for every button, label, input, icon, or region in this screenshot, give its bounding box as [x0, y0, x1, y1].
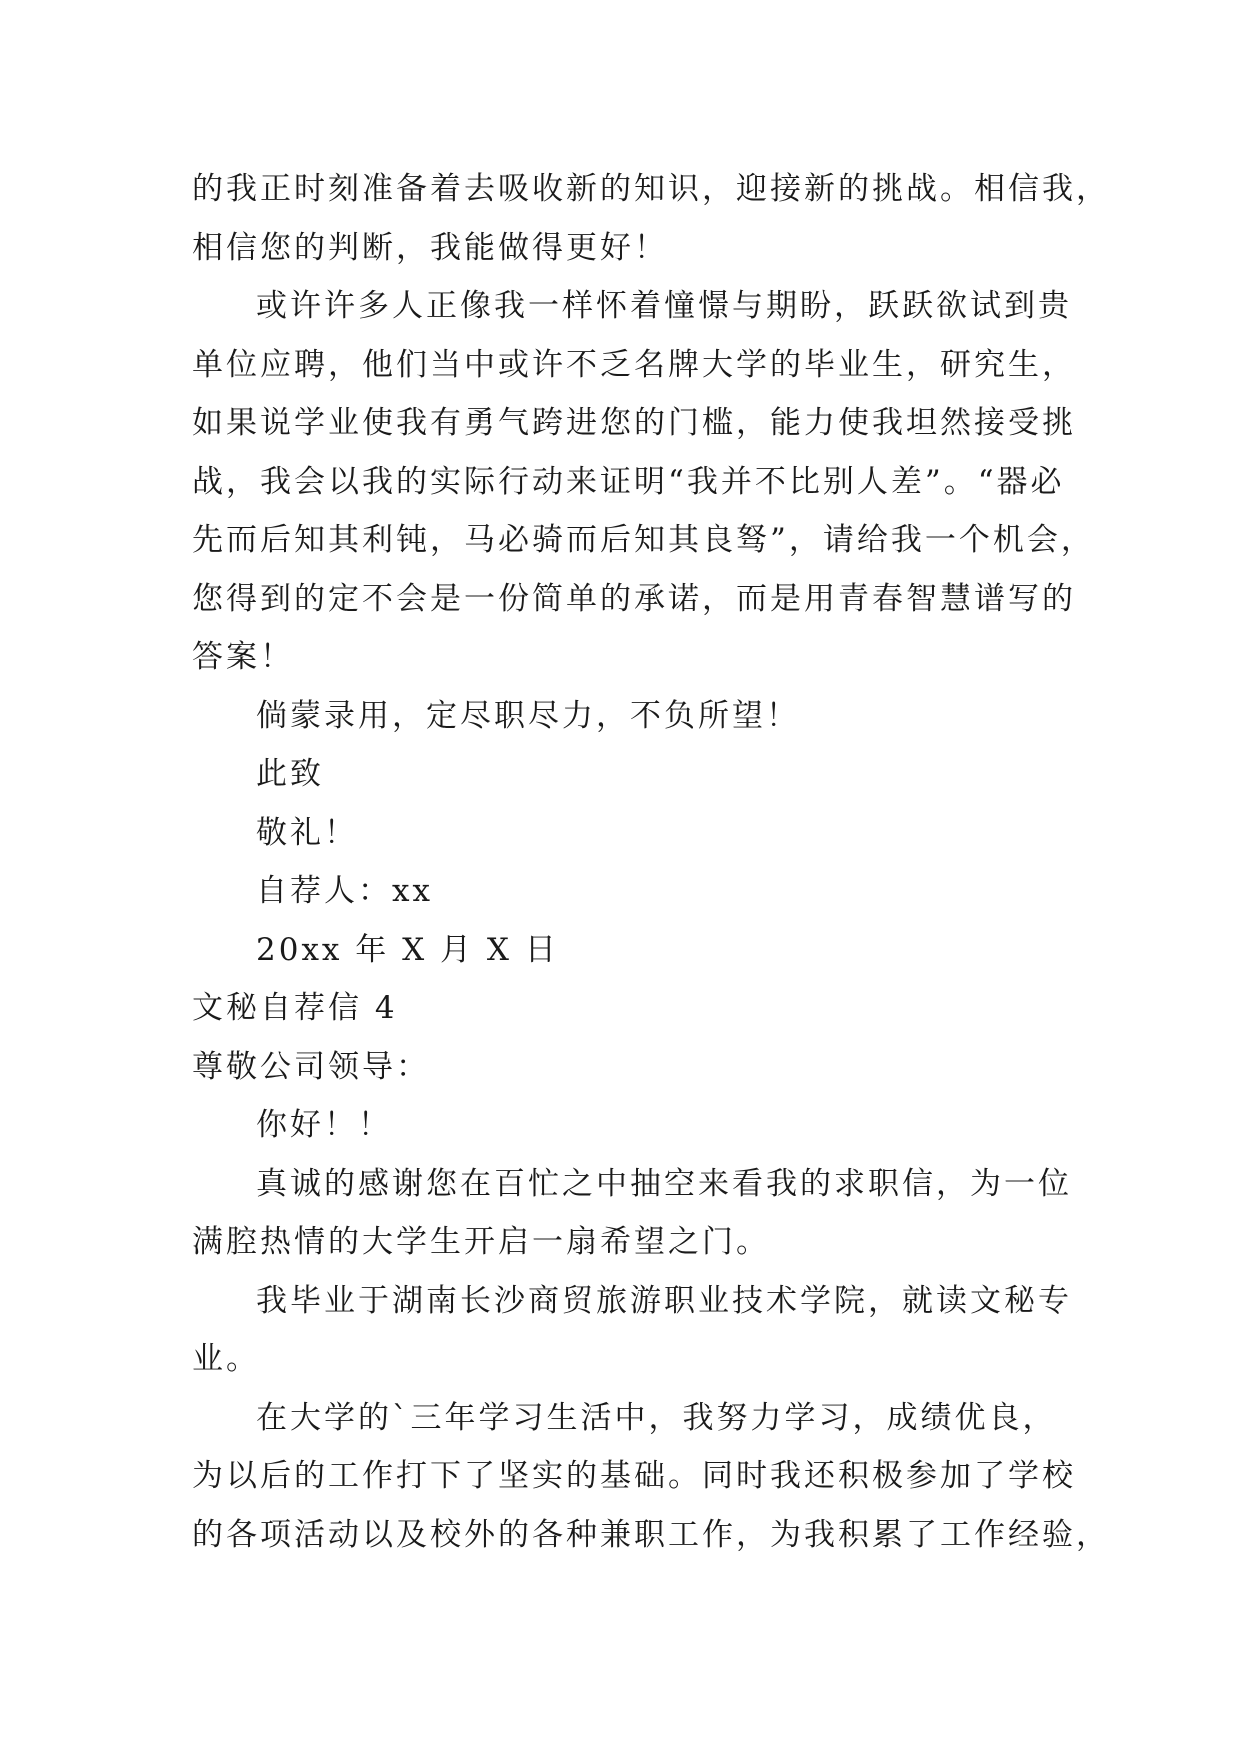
text-line: 满腔热情的大学生开启一扇希望之门。: [192, 1224, 770, 1260]
signature-line: 自荐人：xx: [256, 873, 433, 909]
text-line: 为以后的工作打下了坚实的基础。同时我还积极参加了学校: [192, 1458, 1076, 1494]
closing-line: 倘蒙录用，定尽职尽力，不负所望！: [256, 697, 800, 734]
text-line: 在大学的`三年学习生活中，我努力学习，成绩优良，: [256, 1399, 1057, 1436]
addressee-line: 尊敬公司领导：: [192, 1048, 430, 1085]
letter-body: [192, 160, 1110, 1564]
text-line: 答案！: [192, 639, 294, 675]
text-line: 业。: [192, 1341, 260, 1377]
text-line: 如果说学业使我有勇气跨进您的门槛，能力使我坦然接受挑: [192, 405, 1076, 441]
text-line: 我毕业于湖南长沙商贸旅游职业技术学院，就读文秘专: [256, 1282, 1072, 1319]
section-heading: 文秘自荐信 4: [192, 990, 398, 1026]
text-line: 您得到的定不会是一份简单的承诺，而是用青春智慧谱写的: [192, 580, 1076, 617]
text-line: 的各项活动以及校外的各种兼职工作，为我积累了工作经验，: [192, 1516, 1110, 1553]
text-line: 单位应聘，他们当中或许不乏名牌大学的毕业生，研究生，: [192, 346, 1076, 383]
text-line: 的我正时刻准备着去吸收新的知识，迎接新的挑战。相信我，: [192, 171, 1110, 207]
date-line: 20xx 年 X 月 X 日: [256, 931, 559, 968]
text-line: 或许许多人正像我一样怀着憧憬与期盼，跃跃欲试到贵: [256, 288, 1072, 324]
text-line: 真诚的感谢您在百忙之中抽空来看我的求职信，为一位: [256, 1165, 1072, 1202]
salutation-line: 此致: [256, 756, 324, 792]
text-line: 先而后知其利钝，马必骑而后知其良驽”，请给我一个机会，: [192, 522, 1095, 558]
text-line: 战，我会以我的实际行动来证明“我并不比别人差”。“器必: [192, 463, 1065, 500]
greeting-line: 你好！！: [256, 1107, 392, 1143]
salutation-line: 敬礼！: [256, 814, 358, 851]
text-line: 相信您的判断，我能做得更好！: [192, 229, 668, 266]
